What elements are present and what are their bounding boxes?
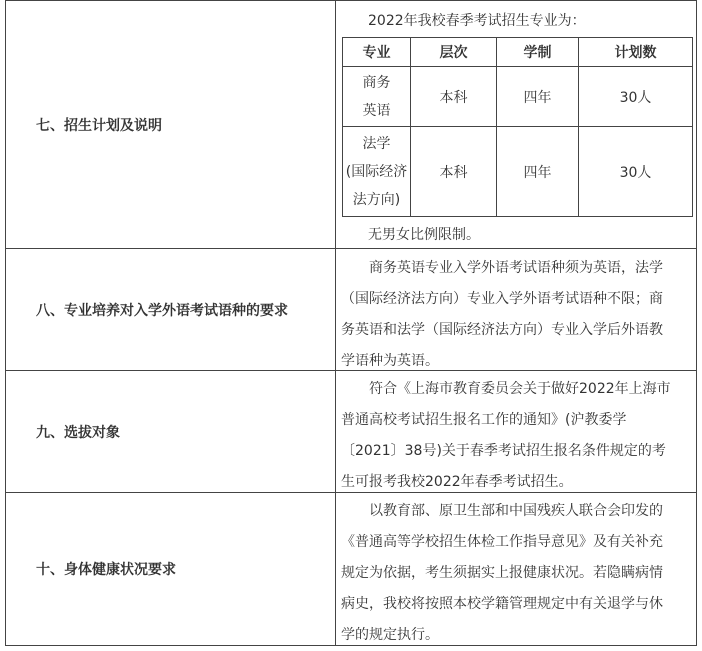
major-quota: 30人 [579, 67, 693, 127]
plan-table-header [343, 38, 693, 67]
text-line: 普通高校考试招生报名工作的通知》(沪教委学 [341, 412, 627, 428]
header-duration: 学制 [497, 38, 579, 67]
major-level: 本科 [411, 67, 497, 127]
text-line: 务英语和法学（国际经济法方向）专业入学后外语教 [341, 322, 663, 338]
major-level: 本科 [411, 127, 497, 217]
text-line: （国际经济法方向）专业入学外语考试语种不限；商 [341, 291, 663, 307]
section-9-content [337, 374, 694, 498]
table-row [343, 127, 693, 217]
major-name: 商务 英语 [343, 67, 411, 127]
header-major: 专业 [343, 38, 411, 67]
section-8-label: 八、专业培养对入学外语考试语种的要求 [36, 302, 288, 319]
text-line: 商务英语专业入学外语考试语种须为英语，法学 [369, 260, 663, 276]
section-10-content [337, 496, 694, 651]
table-row [343, 67, 693, 127]
plan-note: 无男女比例限制。 [368, 227, 480, 243]
table-column-divider [335, 0, 336, 646]
text-line: 生可报考我校2022年春季考试招生。 [341, 474, 573, 490]
section-8-content [337, 253, 694, 377]
text-line: 《普通高等学校招生体检工作指导意见》及有关补充 [341, 534, 663, 550]
section-10-label: 十、身体健康状况要求 [36, 562, 176, 578]
section-9-label: 九、选拔对象 [36, 424, 120, 441]
text-line: 学的规定执行。 [341, 627, 439, 643]
major-quota: 30人 [579, 127, 693, 217]
text-line: 病史，我校将按照本校学籍管理规定中有关退学与休 [341, 596, 663, 612]
major-duration: 四年 [497, 67, 579, 127]
plan-table [342, 37, 693, 217]
text-line: 以教育部、原卫生部和中国残疾人联合会印发的 [369, 503, 663, 519]
text-line: 规定为依据，考生须据实上报健康状况。若隐瞒病情 [341, 565, 663, 581]
major-name: 法学 (国际经济 法方向) [343, 127, 411, 217]
text-line: 符合《上海市教育委员会关于做好2022年上海市 [369, 381, 671, 397]
text-line: 〔2021〕38号)关于春季考试招生报名条件规定的考 [341, 443, 666, 459]
header-quota: 计划数 [579, 38, 693, 67]
header-level: 层次 [411, 38, 497, 67]
plan-intro: 2022年我校春季考试招生专业为： [368, 13, 586, 29]
section-7-label: 七、招生计划及说明 [36, 117, 162, 134]
text-line: 学语种为英语。 [341, 353, 439, 369]
major-duration: 四年 [497, 127, 579, 217]
